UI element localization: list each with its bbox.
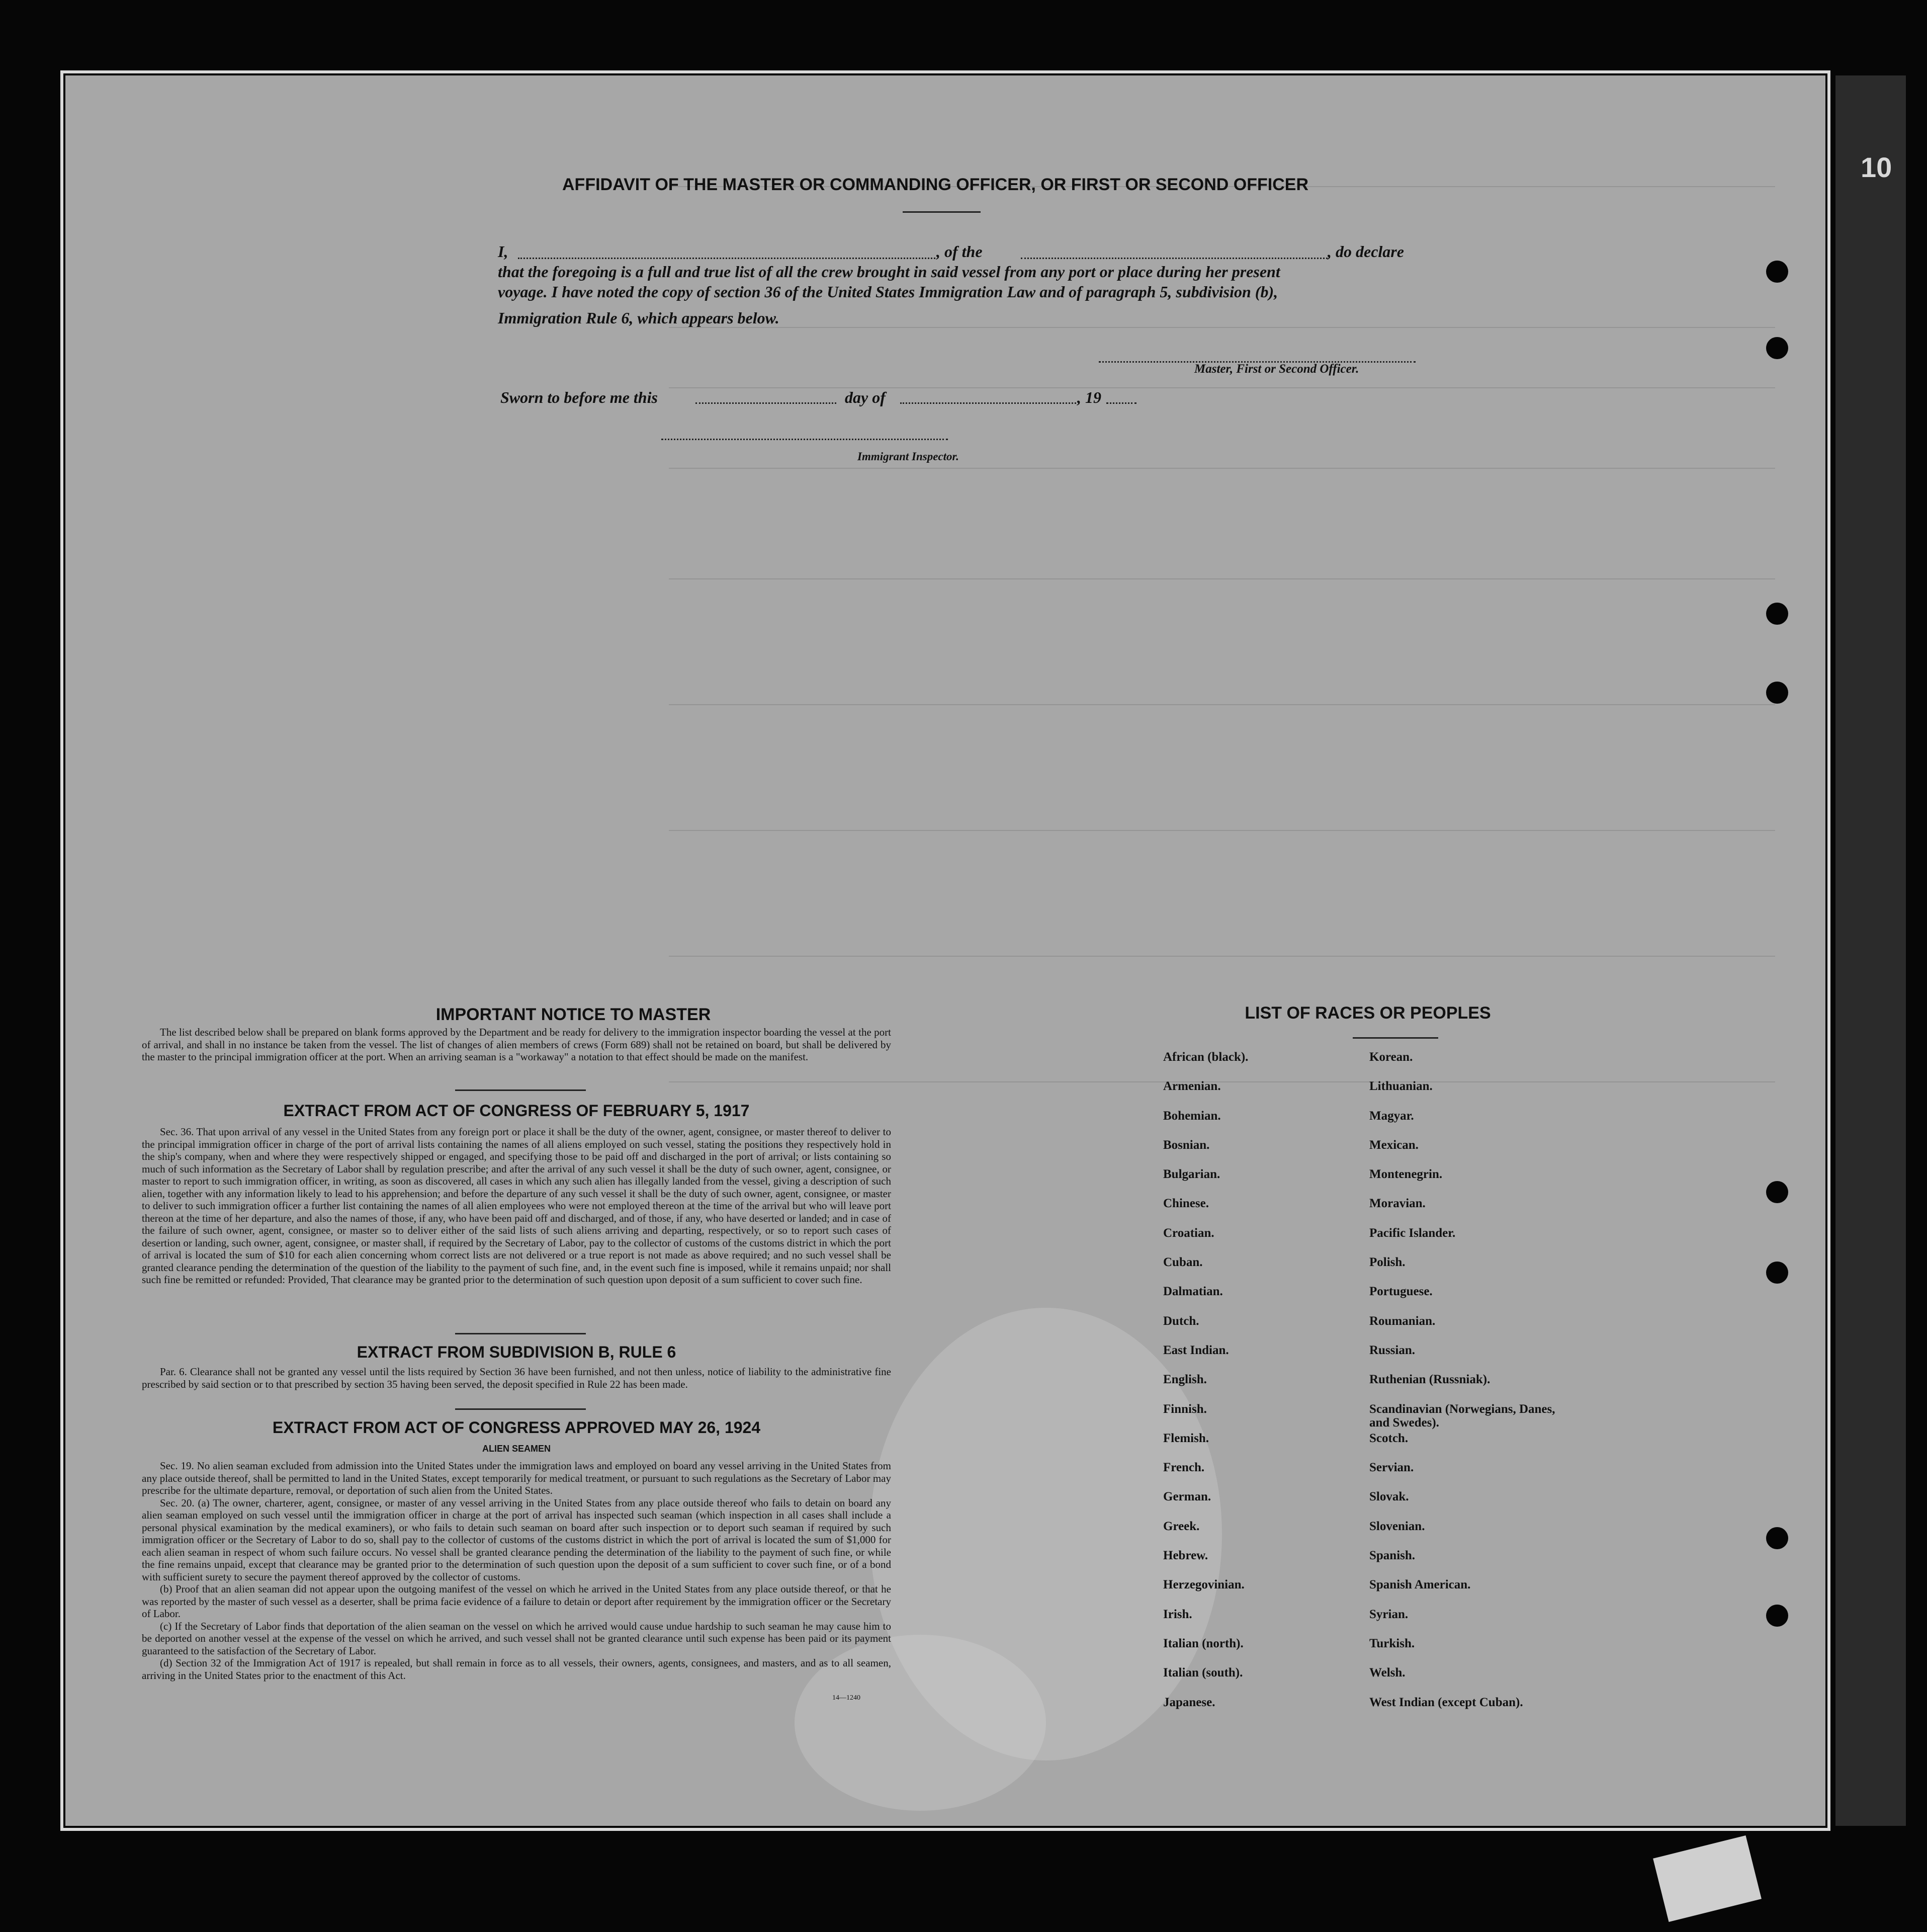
sworn-text: Sworn to before me this [500, 388, 658, 406]
race-item: Roumanian. [1369, 1314, 1436, 1328]
race-item: Servian. [1369, 1461, 1414, 1475]
sec20d-text: (d) Section 32 of the Immigration Act of 1917 is repealed, but shall remain in force as to all vessels, their owners, agents, consignees, and masters, and as to all seamen, arriving in the United States prior to the enactment of this Act. [142, 1657, 891, 1682]
race-item: Italian (north). [1163, 1636, 1244, 1650]
race-item: Dutch. [1163, 1314, 1199, 1328]
affidavit-declare: , do declare [1328, 242, 1404, 261]
sworn-day-field[interactable] [695, 402, 836, 404]
race-item: Dalmatian. [1163, 1285, 1223, 1299]
race-item: Slovenian. [1369, 1519, 1425, 1533]
race-item: Ruthenian (Russniak). [1369, 1373, 1491, 1387]
extract-1917-text: Sec. 36. That upon arrival of any vessel in the United States from any foreign port or place it shall be the duty of the owner, agent, consignee, or master thereof to deliver to the principal immigration officer in charge of the port of arrival lists containing the names of all aliens employed on such vessel, stating the positions they respectively hold in the ship's company, when and where they were respectively shipped or engaged, and specifying those to be paid off and discharged in the port of arrival; or lists containing so much of such information as the Secretary of Labor shall by regulation prescribe; and after the arrival of any such vessel it shall be the duty of such owner, agent, consignee, or master to report to such immigration officer, in writing, as soon as discovered, all cases in which any such alien has illegally landed from the vessel, giving a description of such alien, together with any information likely to lead to his apprehension; and before the departure of any such vessel it shall be the duty of such owner, agent, consignee, or master to deliver to such immigration officer a further list containing the names of all alien employees who were not employed thereon at the time of the arrival but who will leave port thereon at the time of her departure, and also the names of those, if any, who have been paid off and discharged, and of those, if any, who have deserted or landed; and in case of the failure of such owner, agent, consignee, or master so to deliver either of the said lists of such aliens arriving and departing, respectively, or so to report such cases of desertion or landing, such owner, agent, consignee, or master shall, if required by the Secretary of Labor, pay to the collector of customs of the customs district in which the port of arrival is located the sum of $10 for each alien concerning whom correct lists are not delivered or a true report is not made as above required; and no such vessel shall be granted clearance pending the determination of the question of the liability to the payment of such fine, and, in the event such fine is imposed, while it remains unpaid; nor shall such fine be remitted or refunded: Provided, That clearance may be granted prior to the determination of such question upon deposit of a sum sufficient to cover such fine. [142, 1126, 891, 1286]
race-item: Russian. [1369, 1343, 1416, 1357]
race-item: Chinese. [1163, 1197, 1209, 1211]
inspector-label: Immigrant Inspector. [857, 450, 959, 463]
affidavit-i: I, [498, 242, 508, 261]
inspector-signature-field[interactable] [661, 439, 948, 440]
title-rule [903, 211, 981, 213]
extract-1924-title: EXTRACT FROM ACT OF CONGRESS APPROVED MAY 26, 1924 [272, 1418, 761, 1437]
day-of-label: day of [845, 388, 886, 406]
affidavit-body-line-3: voyage. I have noted the copy of section 36 of the United States Immigration Law and of paragraph 5, subdivision (b), [498, 283, 1278, 301]
signature-label: Master, First or Second Officer. [1194, 362, 1359, 376]
sworn-year-field[interactable] [1106, 402, 1136, 404]
races-title-rule [1353, 1037, 1438, 1039]
race-item: Scandinavian (Norwegians, Danes, and Swedes). [1369, 1402, 1555, 1430]
notice-text: The list described below shall be prepared on blank forms approved by the Department and be ready for delivery to the immigration inspector boarding the vessel at the port of arrival, and shall in no instance be taken from the vessel. The list of changes of alien members of crews (Form 689) shall not be retained on board, but shall be delivered by the master to the principal immigration officer at the port. When an arriving seaman is a "workaway" a notation to that effect should be made on the manifest. [142, 1026, 891, 1063]
race-item: Montenegrin. [1369, 1167, 1443, 1182]
race-item: Slovak. [1369, 1490, 1409, 1504]
punch-hole [1766, 1181, 1788, 1203]
race-item: Croatian. [1163, 1226, 1214, 1240]
section-rule [455, 1408, 586, 1410]
extract-rule6-text: Par. 6. Clearance shall not be granted any vessel until the lists required by Section 36 have been furnished, and not then unless, notice of liability to the administrative fine prescribed by said section or to that prescribed by section 35 having been served, the deposit specified in Rule 22 has been made. [142, 1366, 891, 1390]
race-item: Magyar. [1369, 1109, 1414, 1123]
race-item: Hebrew. [1163, 1549, 1208, 1563]
race-item: Herzegovinian. [1163, 1578, 1245, 1592]
race-item: Welsh. [1369, 1666, 1406, 1680]
race-item: Portuguese. [1369, 1285, 1433, 1299]
race-item: Irish. [1163, 1607, 1192, 1621]
notice-title: IMPORTANT NOTICE TO MASTER [435, 1005, 711, 1024]
extract-1917-title: EXTRACT FROM ACT OF CONGRESS OF FEBRUARY 5, 1917 [283, 1102, 750, 1120]
section-rule [455, 1089, 586, 1091]
punch-hole [1766, 1262, 1788, 1284]
section-rule [455, 1333, 586, 1334]
extract-1924-body [142, 1460, 891, 1682]
race-item: German. [1163, 1490, 1211, 1504]
race-item: Greek. [1163, 1519, 1200, 1533]
name-field[interactable] [518, 258, 935, 259]
punch-hole [1766, 603, 1788, 625]
year-prefix: , 19 [1077, 388, 1101, 406]
punch-hole [1766, 337, 1788, 359]
sworn-month-field[interactable] [900, 402, 1076, 404]
scanner-background-strip [1835, 75, 1906, 1826]
punch-hole [1766, 682, 1788, 704]
race-item: Bosnian. [1163, 1138, 1210, 1152]
extract-rule6-title: EXTRACT FROM SUBDIVISION B, RULE 6 [357, 1343, 676, 1361]
race-item: West Indian (except Cuban). [1369, 1695, 1523, 1709]
race-item: Mexican. [1369, 1138, 1419, 1152]
race-item: Armenian. [1163, 1079, 1221, 1094]
race-item: French. [1163, 1461, 1205, 1475]
sec20b-text: (b) Proof that an alien seaman did not appear upon the outgoing manifest of the vessel on which he arrived in the United States from any place outside thereof, or that he was reported by the master of such vessel as a deserter, shall be prima facie evidence of a failure to detain or deport after requirement by the immigration officer or the Secretary of Labor. [142, 1583, 891, 1620]
race-item: Bulgarian. [1163, 1167, 1220, 1182]
race-item: Pacific Islander. [1369, 1226, 1456, 1240]
torn-paper-fragment [1653, 1835, 1762, 1922]
punch-hole [1766, 261, 1788, 283]
races-title: LIST OF RACES OR PEOPLES [1245, 1003, 1491, 1023]
race-item: Turkish. [1369, 1636, 1415, 1650]
sec19-text: Sec. 19. No alien seaman excluded from admission into the United States under the immigration laws and employed on board any vessel arriving in the United States from any place outside thereof, shall be permitted to land in the United States, except temporarily for medical treatment, or pursuant to such regulations as the Secretary of Labor may prescribe for the ultimate departure, removal, or deportation of such alien from the United States. [142, 1460, 891, 1496]
form-number: 14—1240 [832, 1694, 860, 1702]
page-number: 10 [1861, 151, 1892, 183]
race-item: Finnish. [1163, 1402, 1207, 1416]
race-item: Lithuanian. [1369, 1079, 1433, 1094]
race-item: Scotch. [1369, 1431, 1409, 1445]
race-item: Japanese. [1163, 1695, 1215, 1709]
race-item: Flemish. [1163, 1431, 1209, 1445]
affidavit-of-the: , of the [936, 242, 983, 261]
race-item: Cuban. [1163, 1255, 1203, 1270]
sec20c-text: (c) If the Secretary of Labor finds that deportation of the alien seaman on the vessel on which he arrived would cause undue hardship to such seaman he may cause him to be deported on another vessel at the expense of the vessel on which he arrived, and such vessel shall not be granted clearance until such expense has been paid or its payment guaranteed to the satisfaction of the Secretary of Labor. [142, 1620, 891, 1657]
race-item: Moravian. [1369, 1197, 1426, 1211]
races-right-column [1369, 1050, 1560, 1725]
affidavit-title: AFFIDAVIT OF THE MASTER OR COMMANDING OFFICER, OR FIRST OR SECOND OFFICER [562, 175, 1308, 194]
race-item: Italian (south). [1163, 1666, 1243, 1680]
race-item: Syrian. [1369, 1607, 1409, 1621]
affidavit-body-line-2: that the foregoing is a full and true list of all the crew brought in said vessel from any port or place during her present [498, 263, 1280, 281]
affidavit-body-line-4: Immigration Rule 6, which appears below. [498, 309, 779, 327]
race-item: Bohemian. [1163, 1109, 1221, 1123]
race-item: Korean. [1369, 1050, 1413, 1064]
races-left-column [1163, 1050, 1248, 1725]
punch-hole [1766, 1527, 1788, 1549]
extract-1924-subtitle: ALIEN SEAMEN [482, 1444, 551, 1454]
race-item: English. [1163, 1373, 1207, 1387]
race-item: Polish. [1369, 1255, 1406, 1270]
race-item: Spanish American. [1369, 1578, 1471, 1592]
vessel-field[interactable] [1021, 258, 1328, 259]
race-item: Spanish. [1369, 1549, 1416, 1563]
race-item: African (black). [1163, 1050, 1249, 1064]
sec20a-text: Sec. 20. (a) The owner, charterer, agent, consignee, or master of any vessel arriving in the United States from any place outside thereof who fails to detain on board any alien seaman employed on such vessel until the immigration officer in charge at the port of arrival has inspected such seaman (which inspection in all cases shall include a personal physical examination by the medical examiners), or who fails to detain such seaman on board after such inspection or to deport such seaman if required by such immigration officer or the Secretary of Labor to do so, shall pay to the collector of customs of the customs district in which the port of arrival is located the sum of $1,000 for each alien seaman in respect of whom such failure occurs. No vessel shall be granted clearance pending the determination of the liability to the payment of such fine, or while the fine remains unpaid, except that clearance may be granted prior to the determination of such question upon the deposit of a sum sufficient to cover such fine, or of a bond with sufficient surety to secure the payment thereof approved by the collector of customs. [142, 1496, 891, 1583]
race-item: East Indian. [1163, 1343, 1229, 1357]
punch-hole [1766, 1605, 1788, 1627]
